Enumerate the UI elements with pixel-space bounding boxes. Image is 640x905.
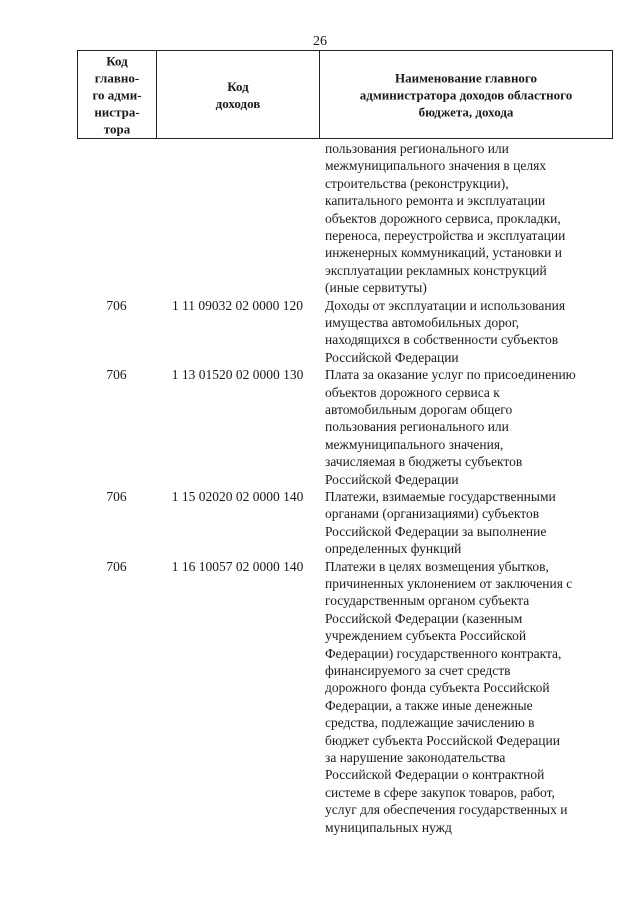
admin-code-cell: 706 [106, 489, 127, 504]
header-line: нистра- [94, 104, 140, 119]
header-line: доходов [215, 95, 261, 111]
revenue-name-line: средства, подлежащие зачислению в [325, 715, 535, 731]
revenue-name-line: Российской Федерации [325, 349, 459, 365]
header-name [320, 51, 612, 138]
header-line: го адми- [92, 87, 142, 102]
header-line: бюджета, дохода [418, 104, 514, 119]
revenue-name-line: инженерных коммуникаций, установки и [325, 245, 562, 261]
revenue-name-line: объектов дорожного сервиса к [325, 384, 500, 400]
revenue-name-line: автомобильным дорогам общего [325, 402, 513, 417]
revenue-name-cell [325, 366, 615, 488]
revenue-name-line: Российской Федерации за выполнение [325, 523, 547, 539]
revenue-name-line: межмуниципального значения, [325, 436, 504, 452]
revenue-name-line: объектов дорожного сервиса, прокладки, [325, 210, 561, 226]
revenue-name-line: услуг для обеспечения государственных и [325, 802, 568, 818]
revenue-name-cell [325, 297, 615, 367]
revenue-name-line: дорожного фонда субъекта Российской [325, 680, 550, 696]
revenue-name-cell [325, 488, 615, 558]
admin-code-cell: 706 [106, 297, 127, 313]
revenue-name-cell [325, 140, 615, 297]
header-revenue-code [157, 51, 320, 138]
revenue-code-cell: 1 11 09032 02 0000 120 [171, 297, 304, 313]
revenue-name-line: Федерации, а также иные денежные [325, 697, 533, 713]
revenue-name-line: причиненных уклонением от заключения с [325, 576, 573, 591]
header-line: администратора доходов областного [359, 87, 573, 102]
header-line: главно- [94, 70, 140, 85]
revenue-name-line: зачисляемая в бюджеты субъектов [325, 454, 523, 470]
revenue-name-line: эксплуатации рекламных конструкций [325, 262, 547, 278]
table-row [77, 488, 613, 558]
header-admin-code [78, 51, 157, 138]
revenue-name-line: Плата за оказание услуг по присоединению [325, 367, 576, 383]
revenue-name-line: за нарушение законодательства [325, 750, 506, 766]
revenue-code-cell: 1 16 10057 02 0000 140 [171, 558, 304, 574]
revenue-name-line: Федерации) государственного контракта, [325, 645, 562, 661]
header-revenue-code-text [157, 78, 319, 112]
table-row [77, 558, 613, 836]
revenue-name-line: органами (организациями) субъектов [325, 506, 540, 522]
revenue-code-cell: 1 13 01520 02 0000 130 [171, 367, 304, 383]
header-name-text [320, 69, 612, 120]
revenue-name-line: межмуниципального значения в целях [325, 158, 547, 174]
revenue-name-line: капитального ремонта и эксплуатации [325, 193, 546, 209]
revenue-name-line: переноса, переустройства и эксплуатации [325, 228, 566, 244]
revenue-name-line: системе в сфере закупок товаров, работ, [325, 784, 555, 800]
header-line: тора [103, 121, 131, 136]
revenue-name-line: Российской Федерации (казенным [325, 610, 523, 626]
revenue-name-line: учреждением субъекта Российской [325, 628, 527, 644]
revenue-codes-table [77, 50, 613, 835]
revenue-name-line: бюджет субъекта Российской Федерации [325, 732, 560, 748]
revenue-name-line: Доходы от эксплуатации и использования [325, 297, 566, 313]
header-line: Код [227, 78, 249, 94]
table-header [77, 50, 613, 139]
header-admin-code-text [78, 52, 156, 137]
revenue-name-line: Платежи в целях возмещения убытков, [325, 558, 549, 574]
table-row [77, 366, 613, 488]
revenue-name-line: находящихся в собственности субъектов [325, 332, 559, 348]
page-number: 26 [313, 34, 327, 49]
revenue-name-line: строительства (реконструкции), [325, 175, 509, 191]
admin-code-cell: 706 [106, 367, 127, 383]
revenue-name-line: муниципальных нужд [325, 819, 452, 835]
admin-code-cell: 706 [106, 558, 127, 574]
revenue-name-line: имущества автомобильных дорог, [325, 315, 520, 330]
revenue-code-cell: 1 15 02020 02 0000 140 [171, 489, 304, 504]
revenue-name-line: пользования регионального или [325, 419, 509, 435]
revenue-name-line: определенных функций [325, 541, 462, 557]
table-row [77, 140, 613, 297]
revenue-name-line: Российской Федерации о контрактной [325, 767, 545, 783]
revenue-name-line: пользования регионального или [325, 141, 509, 156]
revenue-name-line: государственным органом субъекта [325, 593, 530, 609]
header-line: Код [106, 53, 128, 68]
header-line: Наименование главного [394, 70, 538, 85]
revenue-name-line: Российской Федерации [325, 471, 459, 487]
revenue-name-line: (иные сервитуты) [325, 280, 427, 296]
revenue-name-line: финансируемого за счет средств [325, 663, 511, 679]
table-row [77, 297, 613, 367]
revenue-name-line: Платежи, взимаемые государственными [325, 489, 556, 504]
revenue-name-cell [325, 558, 615, 837]
